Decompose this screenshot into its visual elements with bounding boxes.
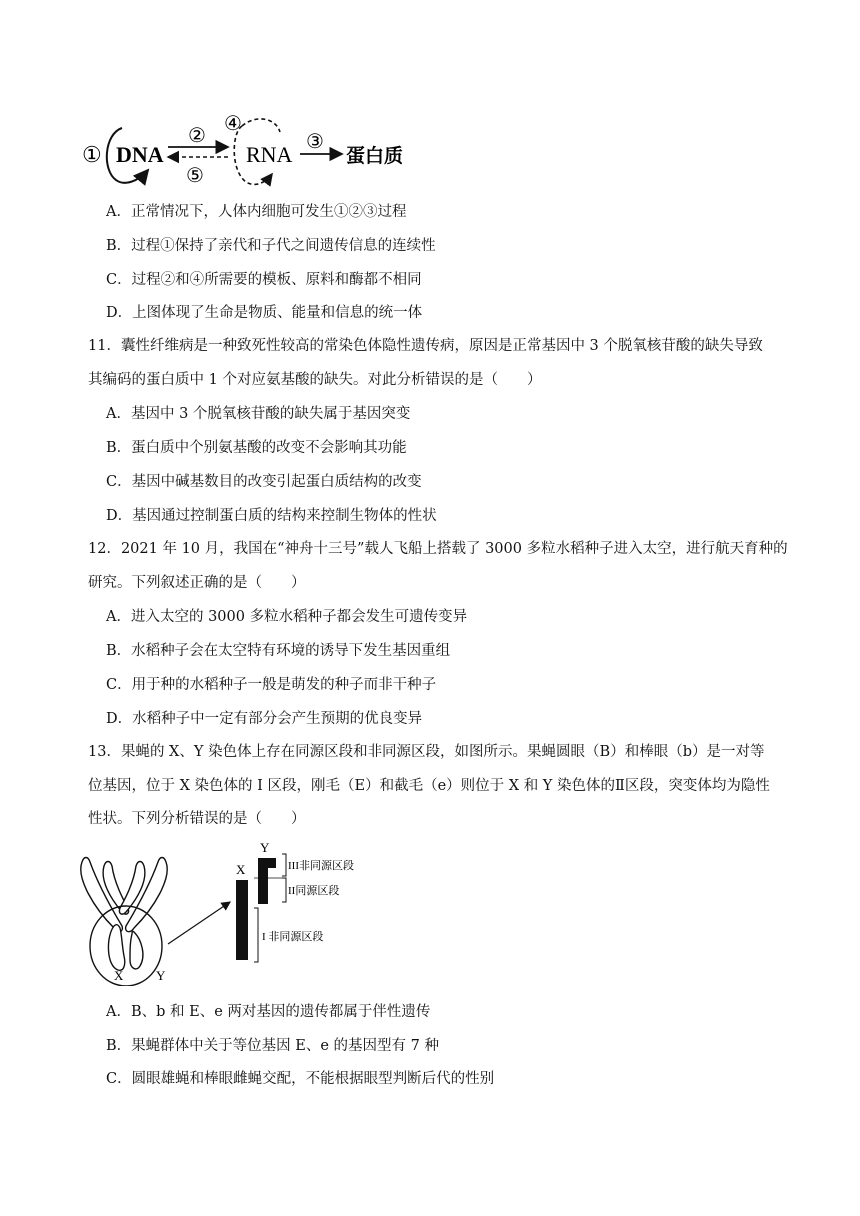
segment-1-bracket <box>254 908 258 962</box>
q12-option-d: D．水稻种子中一定有部分会产生预期的优良变异 <box>106 711 423 727</box>
segment-2-bracket <box>282 878 286 902</box>
y-small-label: Y <box>156 968 166 983</box>
q11-option-d: D．基因通过控制蛋白质的结构来控制生物体的性状 <box>106 508 437 524</box>
q11-option-c: C．基因中碱基数目的改变引起蛋白质结构的改变 <box>106 474 422 490</box>
q11-option-a: A．基因中 3 个脱氧核苷酸的缺失属于基因突变 <box>106 406 411 422</box>
q11-stem-line1: 11．囊性纤维病是一种致死性较高的常染色体隐性遗传病，原因是正常基因中 3 个脱氧核苷酸的缺失导致 <box>88 338 763 354</box>
x-chromosome-bar <box>236 880 248 960</box>
segment-3-bracket <box>282 854 286 876</box>
segment-2-label: II同源区段 <box>288 885 340 897</box>
central-dogma-diagram <box>80 110 420 190</box>
x-big-label: X <box>236 862 246 877</box>
y-big-label: Y <box>260 840 270 855</box>
y-chromosome-bar <box>258 858 268 904</box>
segment-3-label: III非同源区段 <box>288 860 354 872</box>
protein-label: 蛋白质 <box>346 146 404 167</box>
circle-1-label: ① <box>82 142 102 167</box>
q10-option-b: B．过程①保持了亲代和子代之间遗传信息的连续性 <box>106 238 436 254</box>
circle-2-label: ② <box>188 125 206 147</box>
q13-stem-line1: 13．果蝇的 X、Y 染色体上存在同源区段和非同源区段，如图所示。果蝇圆眼（B）和棒眼（b）是一对等 <box>88 744 765 760</box>
q12-stem-line1: 12．2021 年 10 月，我国在“神舟十三号”载人飞船上搭载了 3000 多粒水稻种子进入太空，进行航天育种的 <box>88 541 788 557</box>
circle-5-label: ⑤ <box>186 165 204 187</box>
xy-chromosome-diagram <box>70 836 410 986</box>
q12-stem-line2: 研究。下列叙述正确的是（ ） <box>88 575 306 591</box>
q13-option-c: C．圆眼雄蝇和棒眼雌蝇交配，不能根据眼型判断后代的性别 <box>106 1071 495 1087</box>
q12-option-b: B．水稻种子会在太空特有环境的诱导下发生基因重组 <box>106 643 451 659</box>
circle-4-label: ④ <box>224 113 242 135</box>
q12-option-c: C．用于种的水稻种子一般是萌发的种子而非干种子 <box>106 677 437 693</box>
dna-label: DNA <box>116 142 164 167</box>
q13-option-a: A．B、b 和 E、e 两对基因的遗传都属于伴性遗传 <box>106 1004 431 1020</box>
chromosome-sketch <box>81 858 167 987</box>
q13-stem-line2: 位基因，位于 X 染色体的 I 区段，刚毛（E）和截毛（e）则位于 X 和 Y 染色体的Ⅱ区段，突变体均为隐性 <box>88 778 770 794</box>
q11-stem-line2: 其编码的蛋白质中 1 个对应氨基酸的缺失。对此分析错误的是（ ） <box>88 372 542 388</box>
q10-option-c: C．过程②和④所需要的模板、原料和酶都不相同 <box>106 272 422 288</box>
q13-option-b: B．果蝇群体中关于等位基因 E、e 的基因型有 7 种 <box>106 1038 439 1054</box>
q12-option-a: A．进入太空的 3000 多粒水稻种子都会发生可遗传变异 <box>106 609 468 625</box>
q10-option-d: D．上图体现了生命是物质、能量和信息的统一体 <box>106 305 423 321</box>
segment-1-label: I 非同源区段 <box>262 931 324 943</box>
rna-label: RNA <box>246 142 293 167</box>
q11-option-b: B．蛋白质中个别氨基酸的改变不会影响其功能 <box>106 440 407 456</box>
x-small-label: X <box>114 968 124 983</box>
q13-stem-line3: 性状。下列分析错误的是（ ） <box>88 811 306 827</box>
enlarge-arrow <box>168 902 230 944</box>
circle-3-label: ③ <box>306 131 324 153</box>
q10-option-a: A．正常情况下，人体内细胞可发生①②③过程 <box>106 204 407 220</box>
